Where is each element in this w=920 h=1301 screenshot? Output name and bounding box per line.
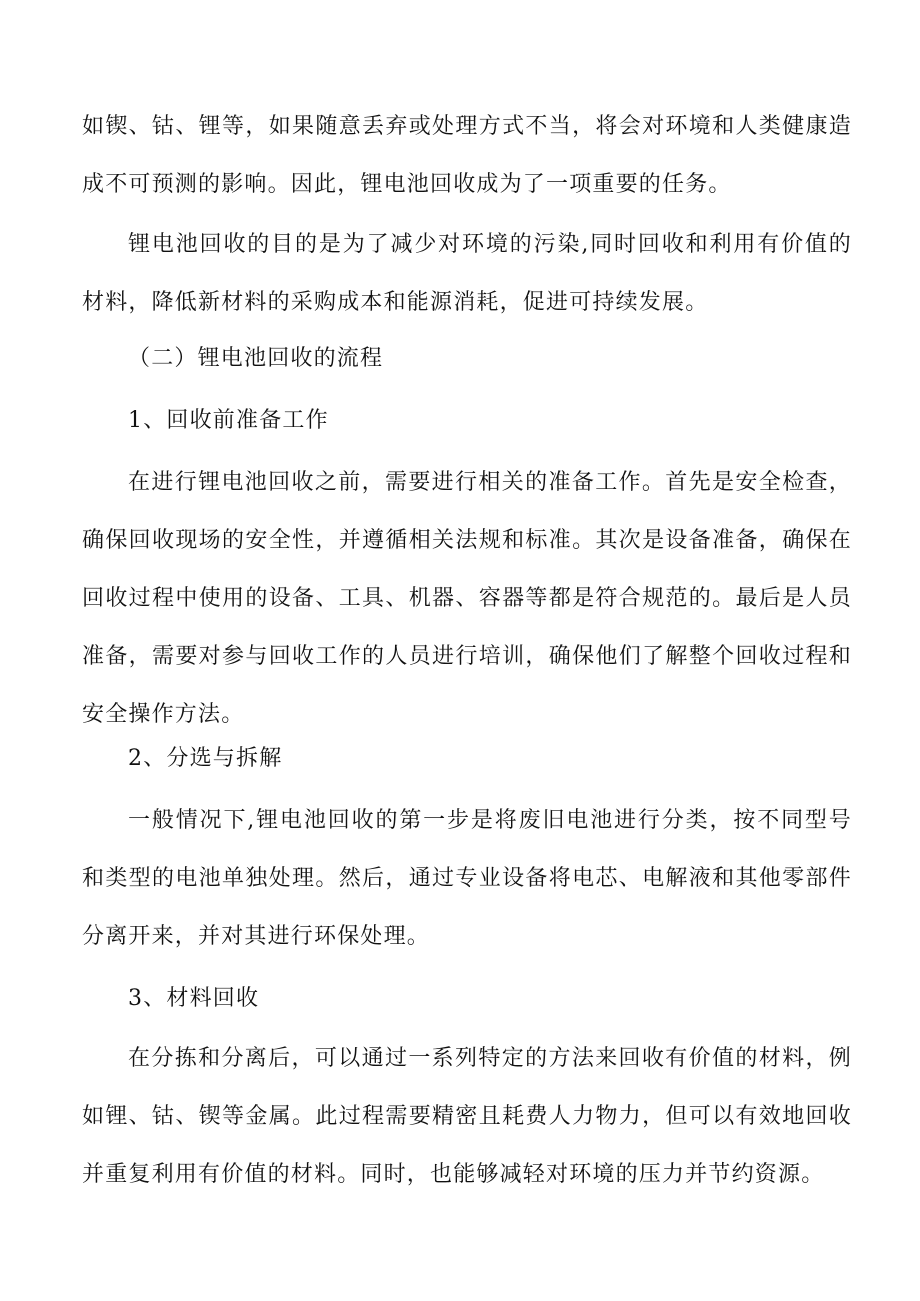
paragraph-sorting: 一般情况下,锂电池回收的第一步是将废旧电池进行分类，按不同型号和类型的电池单独处理。然后，通过专业设备将电芯、电解液和其他零部件分离开来，并对其进行环保处理。 bbox=[82, 808, 852, 949]
paragraph-preparation: 在进行锂电池回收之前，需要进行相关的准备工作。首先是安全检查，确保回收现场的安全性，并遵循相关法规和标准。其次是设备准备，确保在回收过程中使用的设备、工具、机器、容器等都是符合规范的。最后是人员准备，需要对参与回收工作的人员进行培训，确保他们了解整个回收过程和安全操作方法。 bbox=[82, 470, 852, 727]
subheading-material-recovery: 3、材料回收 bbox=[128, 986, 260, 1011]
paragraph-purpose: 锂电池回收的目的是为了减少对环境的污染,同时回收和利用有价值的材料，降低新材料的采购成本和能源消耗，促进可持续发展。 bbox=[82, 232, 852, 315]
subheading-preparation: 1、回收前准备工作 bbox=[128, 408, 329, 433]
paragraph-material-recovery: 在分拣和分离后，可以通过一系列特定的方法来回收有价值的材料，例如锂、钴、锲等金属。此过程需要精密且耗费人力物力，但可以有效地回收并重复利用有价值的材料。同时，也能够减轻对环境的压力并节约资源。 bbox=[82, 1046, 852, 1187]
paragraph-intro-continued: 如锲、钴、锂等，如果随意丢弃或处理方式不当，将会对环境和人类健康造成不可预测的影响。因此，锂电池回收成为了一项重要的任务。 bbox=[82, 114, 852, 197]
subheading-sorting: 2、分选与拆解 bbox=[128, 746, 283, 771]
section-heading-process: （二）锂电池回收的流程 bbox=[128, 346, 384, 371]
